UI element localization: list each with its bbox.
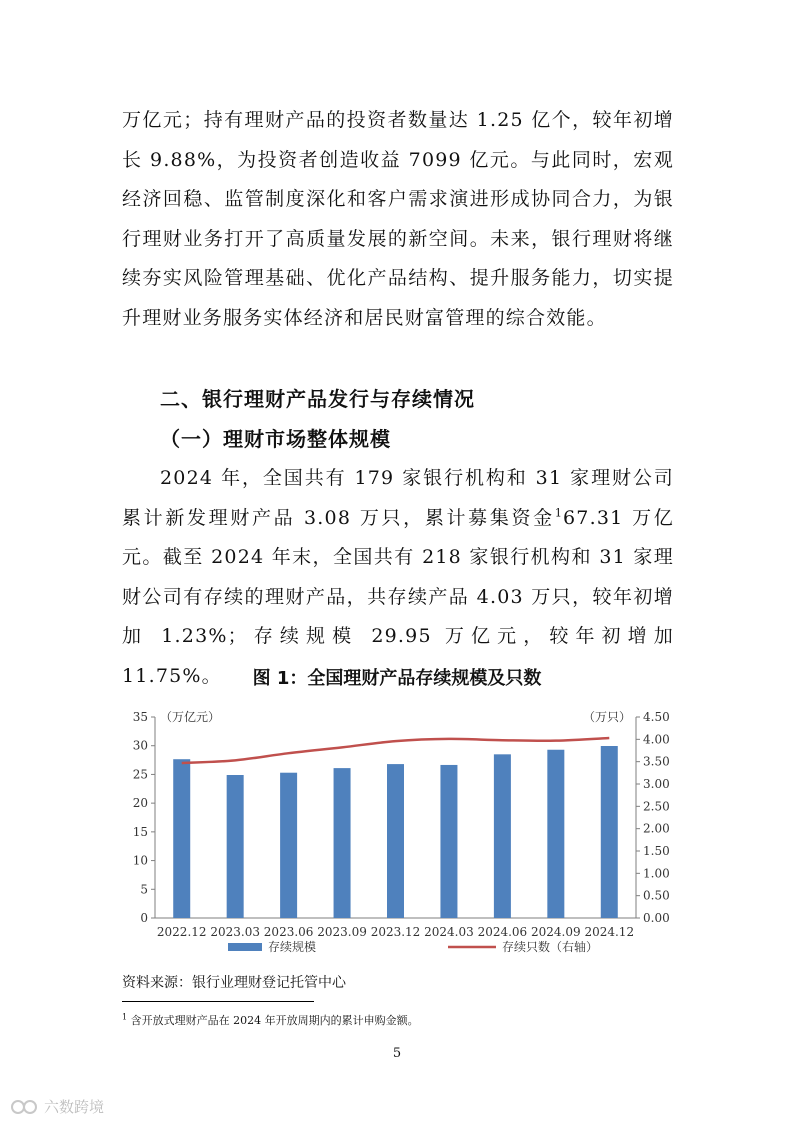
left-axis-tick-label: 25 (132, 767, 148, 782)
left-axis-unit: （万亿元） (160, 710, 221, 724)
right-axis-tick-label: 2.50 (643, 799, 670, 814)
watermark (10, 1096, 104, 1117)
x-axis-tick-label: 2024.12 (584, 925, 635, 939)
right-axis-tick-label: 1.50 (643, 844, 670, 858)
footnote-mark: 1 (122, 1012, 128, 1022)
x-axis-tick-label: 2024.03 (424, 925, 474, 939)
right-axis-tick-label: 4.50 (643, 710, 670, 724)
footnote-ref[interactable]: 1 (554, 506, 564, 520)
paragraph-2-part-a: 2024 年，全国共有 179 家银行机构和 31 家理财公司累计新发理财产品 3.08 万只，累计募集资金 (122, 467, 674, 529)
right-axis-unit: （万只） (582, 710, 631, 724)
legend-swatch-bar (228, 943, 262, 951)
body-paragraph-2 (122, 459, 674, 696)
left-axis-tick-label: 0 (140, 911, 148, 925)
bar (227, 775, 244, 918)
footnote-divider (122, 1001, 314, 1002)
x-axis-tick-label: 2023.03 (210, 925, 260, 939)
bar (601, 746, 618, 918)
bar (547, 750, 564, 918)
bar (334, 768, 351, 918)
right-axis-tick-label: 2.00 (643, 821, 670, 836)
body-paragraph-1: 万亿元；持有理财产品的投资者数量达 1.25 亿个，较年初增长 9.88%，为投资者创造收益 7099 亿元。与此同时，宏观经济回稳、监管制度深化和客户需求演进形成协同合力，为银行理财业务打开了高质量发展的新空间。未来，银行理财将继续夯实风险管理基础、优化产品结构、提升服务能力，切实提升理财业务服务实体经济和居民财富管理的综合效能。 (122, 109, 674, 329)
left-axis-tick-label: 15 (132, 824, 148, 839)
right-axis-tick-label: 0.00 (643, 911, 670, 925)
figure-title: 图 1：全国理财产品存续规模及只数 (252, 668, 542, 689)
bar (494, 754, 511, 918)
right-axis-tick-label: 3.50 (643, 754, 670, 769)
bar (440, 765, 457, 918)
x-axis-tick-label: 2024.09 (531, 925, 581, 939)
watermark-text: 六数跨境 (44, 1098, 105, 1116)
footnote (122, 1012, 419, 1028)
bar (280, 773, 297, 918)
bar (387, 764, 404, 918)
legend-label: 存续只数（右轴） (502, 940, 599, 954)
right-axis-tick-label: 4.00 (643, 732, 670, 747)
left-axis-tick-label: 20 (132, 796, 148, 811)
section-heading: 二、银行理财产品发行与存续情况 (160, 387, 475, 411)
x-axis-tick-label: 2023.06 (263, 925, 314, 939)
right-axis-tick-label: 3.00 (643, 777, 670, 791)
figure-source: 资料来源：银行业理财登记托管中心 (122, 975, 346, 991)
x-axis-tick-label: 2023.09 (317, 925, 367, 939)
x-axis-tick-label: 2024.06 (477, 925, 528, 939)
bar (173, 759, 190, 918)
footnote-text: 含开放式理财产品在 2024 年开放周期内的累计申购金额。 (130, 1014, 419, 1027)
watermark-logo-icon (10, 1098, 40, 1116)
page-number: 5 (392, 1046, 402, 1061)
left-axis-tick-label: 10 (132, 853, 148, 868)
series-line (182, 738, 610, 763)
subsection-heading: （一）理财市场整体规模 (160, 427, 391, 451)
x-axis-tick-label: 2022.12 (156, 925, 207, 939)
left-axis-tick-label: 30 (132, 738, 148, 753)
left-axis-tick-label: 35 (132, 710, 148, 724)
x-axis-tick-label: 2023.12 (370, 925, 421, 939)
paragraph-2-part-b: 67.31 万亿元。截至 2024 年末，全国共有 218 家银行机构和 31 家理财公司有存续的理财产品，共存续产品 4.03 万只，较年初增加 1.23%；存续规模 29.95 万亿元，较年初增加 11.75%。 (122, 506, 674, 687)
left-axis-tick-label: 5 (140, 882, 148, 897)
right-axis-tick-label: 1.00 (643, 866, 670, 881)
right-axis-tick-label: 0.50 (643, 888, 670, 903)
legend-label: 存续规模 (268, 940, 317, 954)
chart (118, 700, 678, 962)
